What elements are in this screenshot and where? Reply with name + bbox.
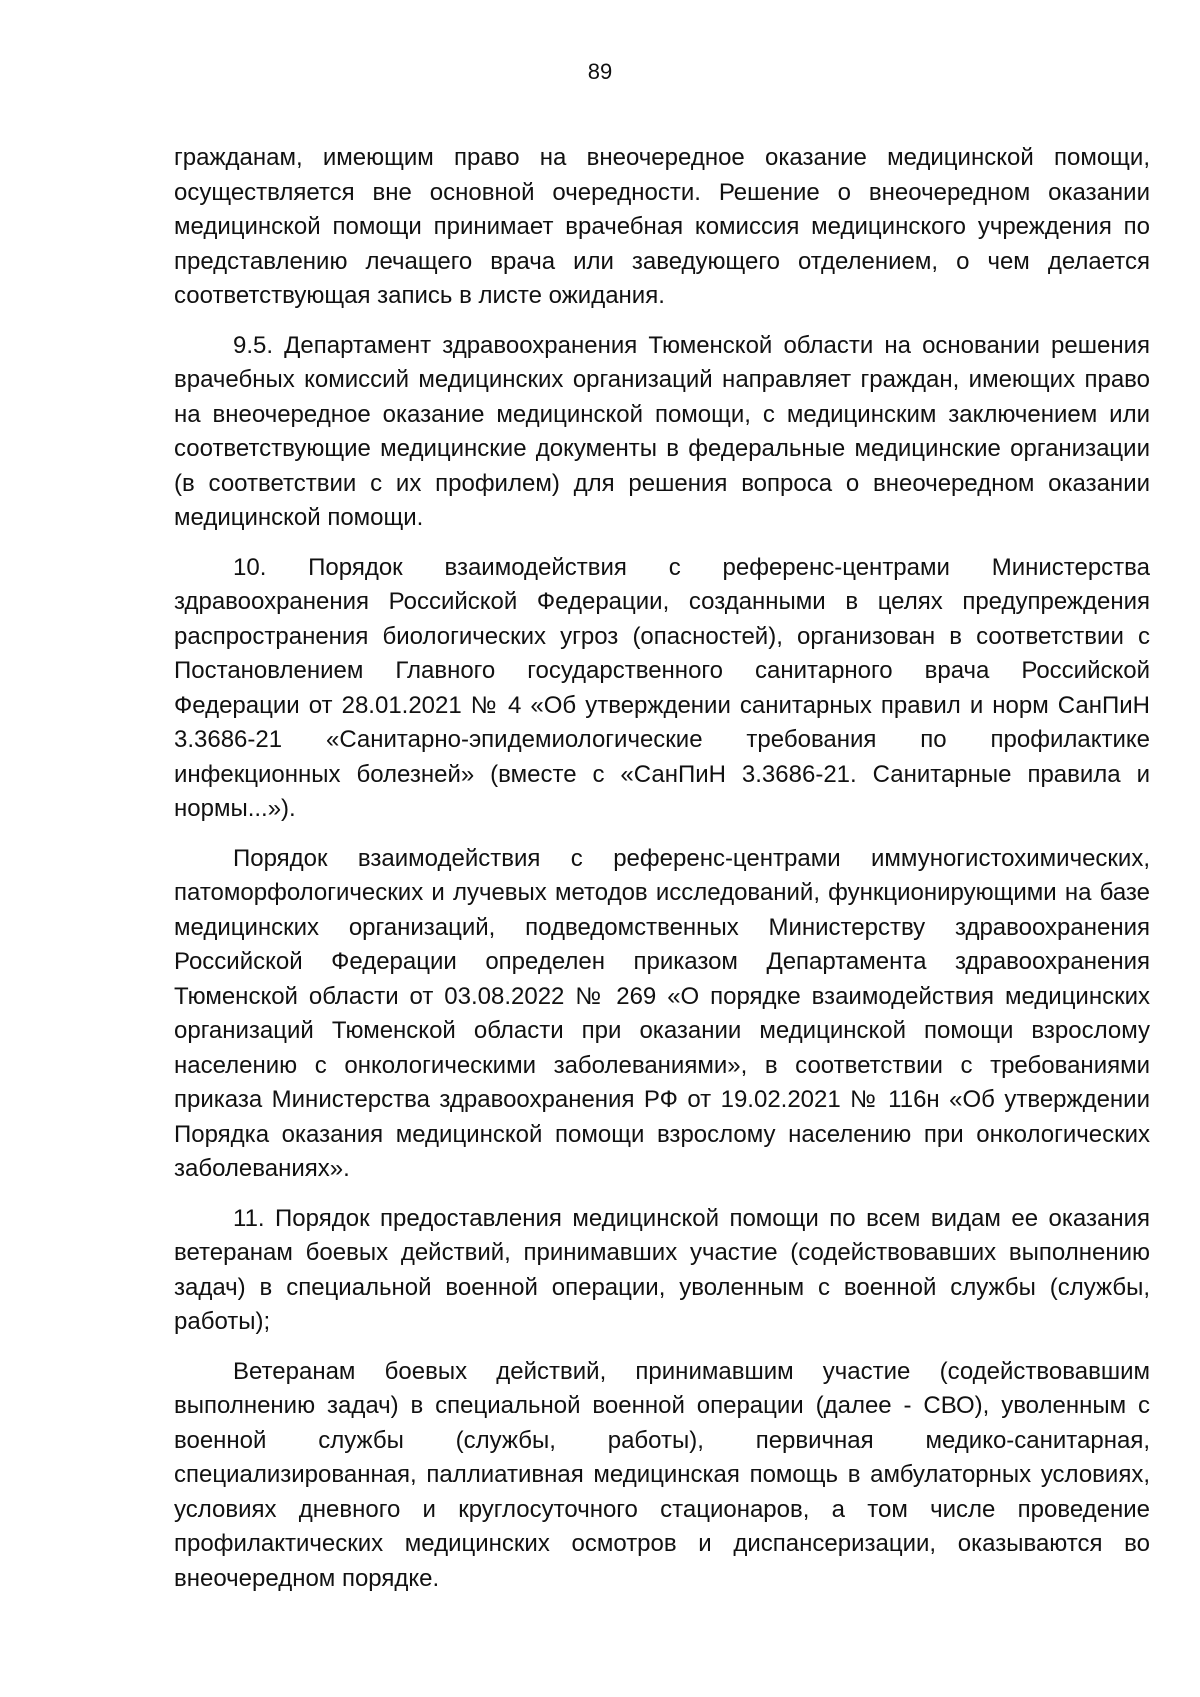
paragraph-veterans: Ветеранам боевых действий, принимавшим участие (содействовавшим выполнению задач) в специальной военной операции (далее - СВО), уволенным с военной службы (службы, работы), первичная медико-санитарная, специализированная, паллиативная медицинская помощь в амбулаторных условиях, условиях дневного и круглосуточного стационаров, а том числе проведение профилактических медицинских осмотров и диспансеризации, оказываются во внеочередном порядке. — [174, 1357, 1150, 1592]
page-number: 89 — [587, 59, 613, 84]
paragraph-continuation: гражданам, имеющим право на внеочередное оказание медицинской помощи, осуществляется вне основной очередности. Решение о внеочередном оказании медицинской помощи принимает врачебная комиссия медицинского учреждения по представлению лечащего врача или заведующего отделением, о чем делается соответствующая запись в листе ожидания. — [174, 144, 1150, 309]
paragraph-reference-centers: Порядок взаимодействия с референс-центрами иммуногистохимических, патоморфологических и лучевых методов исследований, функционирующими на базе медицинских организаций, подведомственных Министерству здравоохранения Российской Федерации определен приказом Департамента здравоохранения Тюменской области от 03.08.2022 № 269 «О порядке взаимодействия медицинских организаций Тюменской области при оказании медицинской помощи взрослому населению с онкологическими заболеваниями», в соответствии с требованиями приказа Министерства здравоохранения РФ от 19.02.2021 № 116н «Об утверждении Порядка оказания медицинской помощи взрослому населению при онкологических заболеваниях». — [174, 844, 1150, 1182]
paragraph-9-5: 9.5. Департамент здравоохранения Тюменской области на основании решения врачебных комиссий медицинских организаций направляет граждан, имеющих право на внеочередное оказание медицинской помощи, с медицинским заключением или соответствующие медицинские документы в федеральные медицинские организации (в соответствии с их профилем) для решения вопроса о внеочередном оказании медицинской помощи. — [174, 331, 1150, 531]
document-body — [174, 141, 1150, 1611]
paragraph-10: 10. Порядок взаимодействия с референс-центрами Министерства здравоохранения Российской Федерации, созданными в целях предупреждения распространения биологических угроз (опасностей), организован в соответствии с Постановлением Главного государственного санитарного врача Российской Федерации от 28.01.2021 № 4 «Об утверждении санитарных правил и норм СанПиН 3.3686-21 «Санитарно-эпидемиологические требования по профилактике инфекционных болезней» (вместе с «СанПиН 3.3686-21. Санитарные правила и нормы...»). — [174, 553, 1150, 822]
paragraph-11: 11. Порядок предоставления медицинской помощи по всем видам ее оказания ветеранам боевых действий, принимавших участие (содействовавших выполнению задач) в специальной военной операции, уволенным с военной службы (службы, работы); — [174, 1204, 1150, 1335]
